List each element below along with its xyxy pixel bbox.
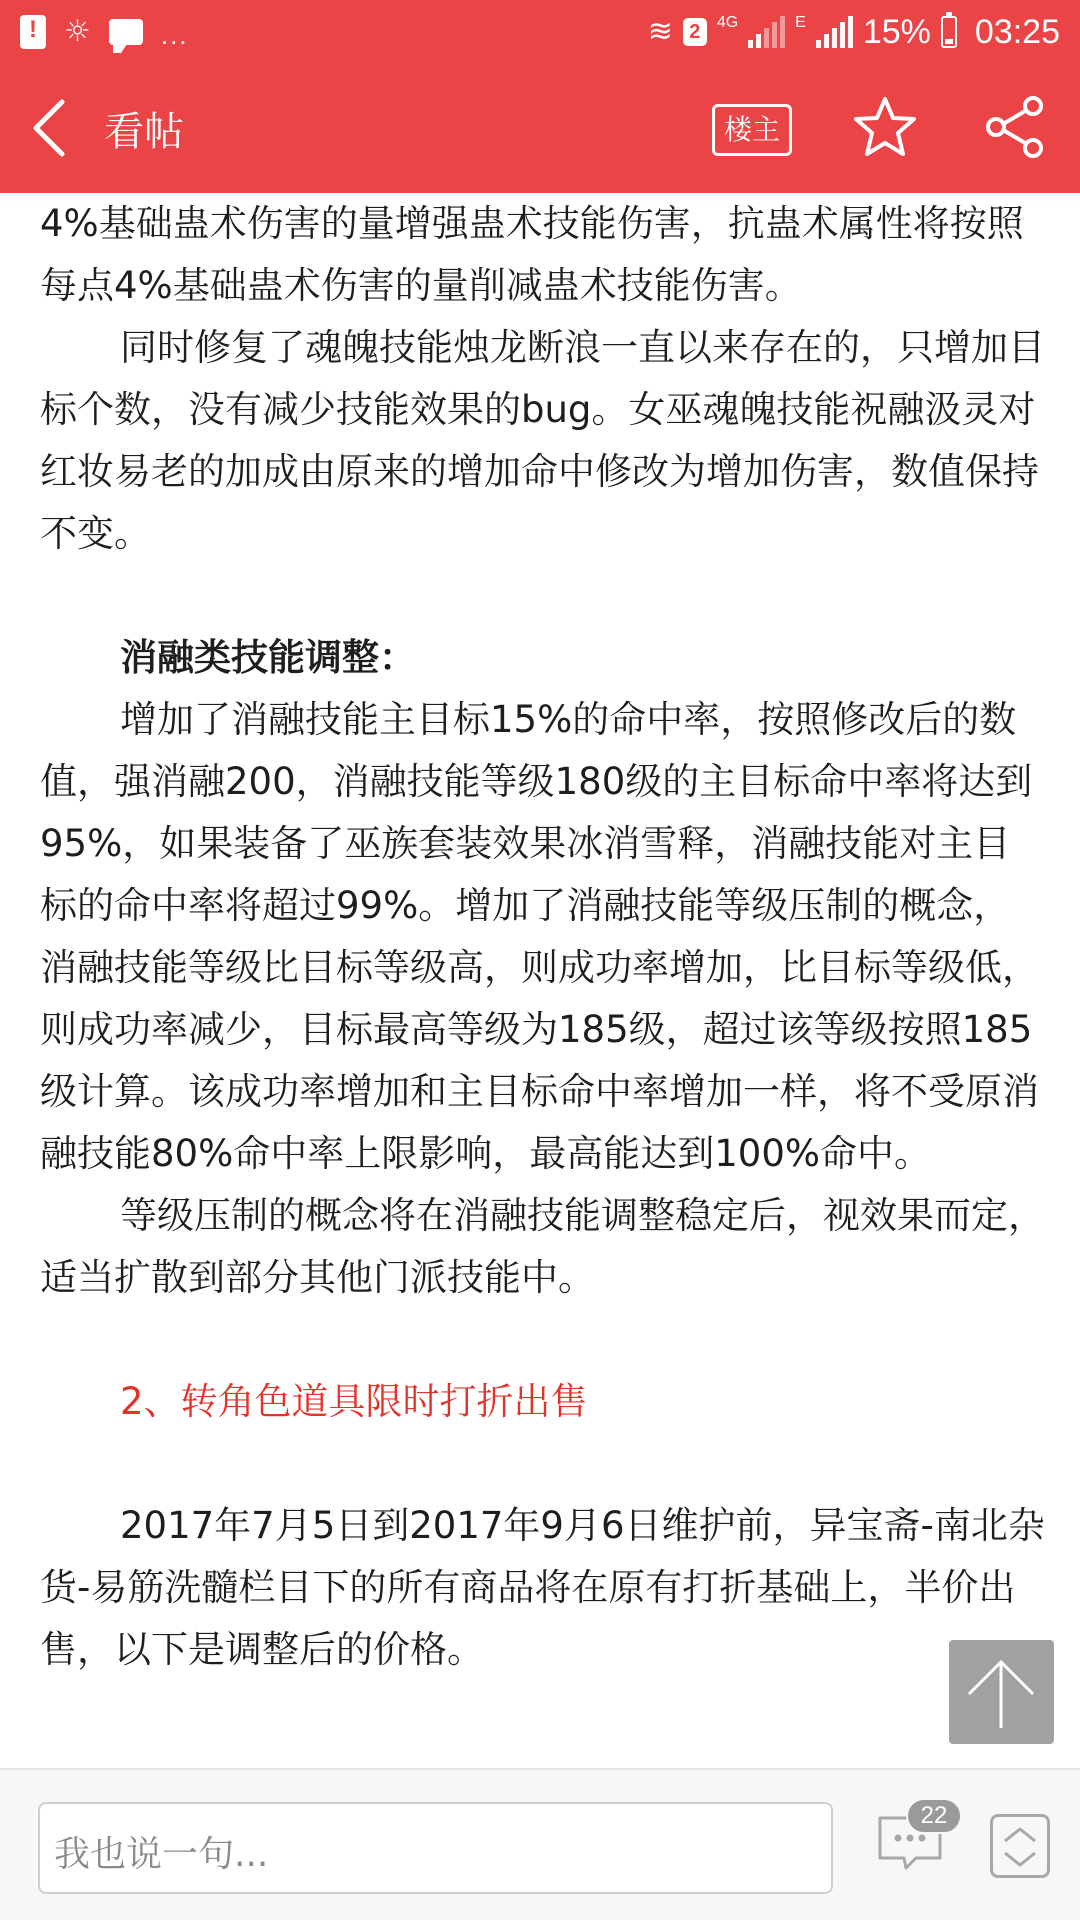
back-arrow-icon xyxy=(22,92,82,164)
battery-percent: 15% xyxy=(862,12,931,51)
scroll-to-top-button[interactable] xyxy=(949,1640,1054,1744)
share-icon xyxy=(982,94,1048,160)
only-op-button[interactable]: 楼主 xyxy=(712,104,792,156)
battery-icon xyxy=(941,16,957,48)
comment-input[interactable] xyxy=(38,1802,833,1894)
comment-bar xyxy=(0,1768,1080,1920)
paragraph: 2017年7月5日到2017年9月6日维护前，异宝斋-南北杂货-易筋洗髓栏目下的所有商品将在原有打折基础上，半价出售，以下是调整后的价格。 xyxy=(40,1504,1045,1671)
comment-placeholder: 我也说一句... xyxy=(54,1834,269,1875)
post-content xyxy=(40,193,1045,1768)
alert-icon xyxy=(20,15,46,49)
signal-icon-2 xyxy=(816,16,853,48)
network-4g-label: 4G xyxy=(716,14,739,31)
page-title: 看帖 xyxy=(104,109,184,155)
share-button[interactable] xyxy=(982,94,1048,160)
paragraph: 等级压制的概念将在消融技能调整稳定后，视效果而定，适当扩散到部分其他门派技能中。 xyxy=(40,1194,1045,1299)
section-heading: 消融类技能调整： xyxy=(120,636,416,679)
header xyxy=(0,0,1080,193)
message-icon xyxy=(109,19,143,45)
page-navigation-button[interactable] xyxy=(990,1814,1050,1878)
star-icon xyxy=(852,94,918,160)
arrow-up-icon xyxy=(949,1640,1054,1744)
sim-badge: 2 xyxy=(683,18,707,46)
paragraph: 同时修复了魂魄技能烛龙断浪一直以来存在的，只增加目标个数，没有减少技能效果的bug。女巫魂魄技能祝融汲灵对红妆易老的加成由原来的增加命中修改为增加伤害，数值保持不变。 xyxy=(40,326,1045,555)
signal-icon xyxy=(748,16,785,48)
back-button[interactable] xyxy=(22,92,82,164)
wifi-icon: ≋ xyxy=(647,14,673,49)
status-bar xyxy=(0,0,1080,64)
network-e-label: E xyxy=(795,14,806,31)
app-bar xyxy=(0,64,1080,193)
more-notifications: ... xyxy=(160,19,189,50)
favorite-button[interactable] xyxy=(852,94,918,160)
weather-icon: ☼ xyxy=(64,14,91,49)
paragraph: 增加了消融技能主目标15%的命中率，按照修改后的数值，强消融200，消融技能等级180级的主目标命中率将达到95%，如果装备了巫族套装效果冰消雪释，消融技能对主目标的命中率将超过99%。增加了消融技能等级压制的概念，消融技能等级比目标等级高，则成功率增加，比目标等级低，则成功率减少，目标最高等级为185级，超过该等级按照185级计算。该成功率增加和主目标命中率增加一样，将不受原消融技能80%命中率上限影响，最高能达到100%命中。 xyxy=(40,698,1039,1175)
section-title-red: 2、转角色道具限时打折出售 xyxy=(120,1380,588,1423)
paragraph: 4%基础蛊术伤害的量增强蛊术技能伤害，抗蛊术属性将按照每点4%基础蛊术伤害的量削减蛊术技能伤害。 xyxy=(40,202,1024,307)
up-down-chevron-icon xyxy=(993,1817,1047,1875)
clock: 03:25 xyxy=(974,12,1060,51)
comment-count-badge: 22 xyxy=(906,1798,962,1834)
